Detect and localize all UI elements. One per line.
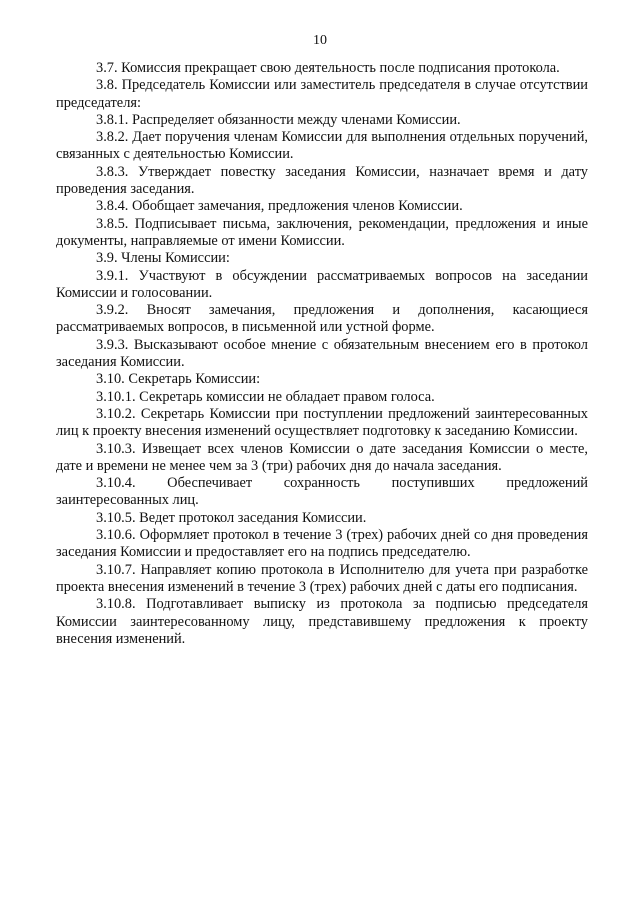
paragraph-3-8-5: 3.8.5. Подписывает письма, заключения, рекомендации, предложения и иные документы, направляемые от имени Комиссии.: [56, 215, 588, 249]
paragraph-3-9-2: 3.9.2. Вносят замечания, предложения и дополнения, касающиеся рассматриваемых вопросов, в письменной или устной форме.: [56, 302, 588, 336]
paragraph-3-8-3: 3.8.3. Утверждает повестку заседания Комиссии, назначает время и дату проведения заседания.: [56, 163, 588, 198]
paragraph-3-10-4: 3.10.4. Обеспечивает сохранность поступивших предложений заинтересованных лиц.: [56, 475, 588, 509]
paragraph-3-10-5: 3.10.5. Ведет протокол заседания Комиссии.: [96, 509, 367, 526]
paragraph-3-10-1: 3.10.1. Секретарь комиссии не обладает правом голоса.: [96, 388, 435, 405]
paragraph-3-7: 3.7. Комиссия прекращает свою деятельность после подписания протокола.: [96, 60, 560, 76]
document-body: [56, 60, 588, 648]
paragraph-3-8-4: 3.8.4. Обобщает замечания, предложения членов Комиссии.: [96, 198, 463, 215]
paragraph-3-9-1: 3.9.1. Участвуют в обсуждении рассматриваемых вопросов на заседании Комиссии и голосовании.: [56, 267, 588, 301]
page-number: 10: [313, 33, 327, 48]
paragraph-3-9-3: 3.9.3. Высказывают особое мнение с обязательным внесением его в протокол заседания Комиссии.: [56, 336, 588, 371]
paragraph-3-10-7: 3.10.7. Направляет копию протокола в Исполнителю для учета при разработке проекта внесения изменений в течение 3 (трех) рабочих дней с даты его подписания.: [56, 561, 588, 595]
paragraph-3-10: 3.10. Секретарь Комиссии:: [96, 371, 261, 388]
paragraph-3-10-6: 3.10.6. Оформляет протокол в течение 3 (трех) рабочих дней со дня проведения заседания Комиссии и предоставляет его на подпись председателю.: [56, 527, 588, 561]
paragraph-3-8: 3.8. Председатель Комиссии или заместитель председателя в случае отсутствии председателя:: [56, 77, 588, 111]
paragraph-3-8-2: 3.8.2. Дает поручения членам Комиссии для выполнения отдельных поручений, связанных с деятельностью Комиссии.: [56, 129, 588, 163]
paragraph-3-10-8: 3.10.8. Подготавливает выписку из протокола за подписью председателя Комиссии заинтересованному лицу, представившему предложения к проекту внесения изменений.: [56, 596, 588, 647]
paragraph-3-9: 3.9. Члены Комиссии:: [96, 250, 230, 267]
paragraph-3-8-1: 3.8.1. Распределяет обязанности между членами Комиссии.: [96, 111, 461, 128]
paragraph-3-10-3: 3.10.3. Извещает всех членов Комиссии о дате заседания Комиссии о месте, дате и времени не менее чем за 3 (три) рабочих дня до начала заседания.: [56, 440, 588, 474]
paragraph-3-10-2: 3.10.2. Секретарь Комиссии при поступлении предложений заинтересованных лиц к проекту внесения изменений осуществляет подготовку к заседанию Комиссии.: [56, 405, 588, 440]
